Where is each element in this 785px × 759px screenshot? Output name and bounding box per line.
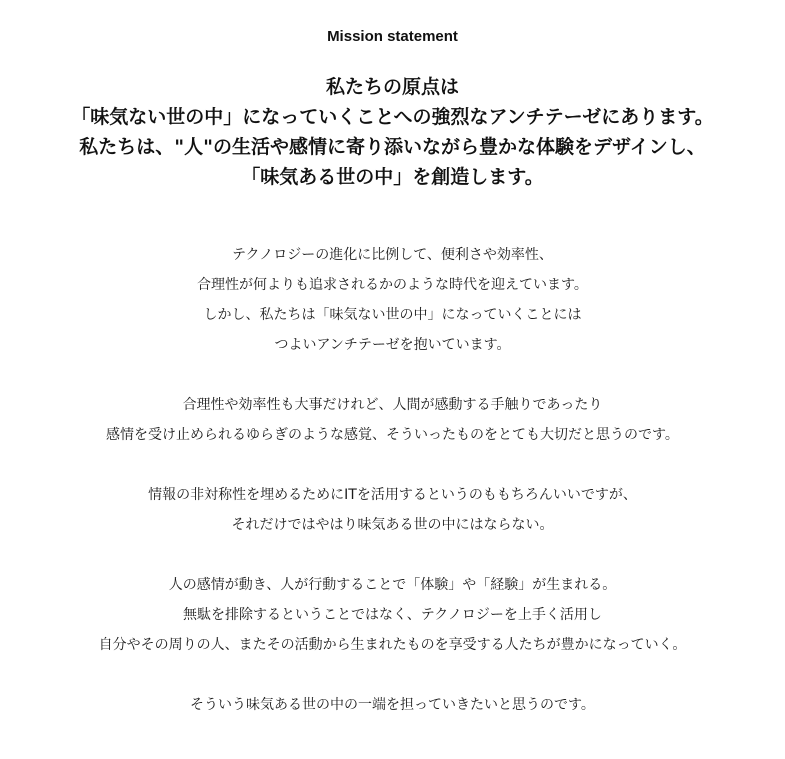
body-line: しかし、私たちは「味気ない世の中」になっていくことには bbox=[203, 307, 582, 323]
body-line: 合理性が何よりも追求されるかのような時代を迎えています。 bbox=[197, 277, 588, 293]
body-line: 自分やその周りの人、またその活動から生まれたものを享受する人たちが豊かになっていく。 bbox=[98, 637, 687, 653]
body-paragraph bbox=[0, 240, 785, 360]
body-paragraph bbox=[0, 690, 785, 720]
body-line: 人の感情が動き、人が行動することで「体験」や「経験」が生まれる。 bbox=[168, 577, 617, 593]
body-line: テクノロジーの進化に比例して、便利さや効率性、 bbox=[232, 247, 553, 263]
headline-line: 「味気ある世の中」を創造します。 bbox=[241, 166, 544, 188]
headline-line: 私たちの原点は bbox=[325, 76, 459, 98]
body-paragraph bbox=[0, 480, 785, 540]
body-line: 合理性や効率性も大事だけれど、人間が感動する手触りであったり bbox=[182, 397, 603, 413]
section-label: Mission statement bbox=[327, 28, 458, 45]
body-line: そういう味気ある世の中の一端を担っていきたいと思うのです。 bbox=[190, 697, 595, 713]
mission-headline bbox=[0, 72, 785, 192]
body-paragraph bbox=[0, 390, 785, 450]
body-line: 無駄を排除するということではなく、テクノロジーを上手く活用し bbox=[183, 607, 602, 623]
body-paragraph bbox=[0, 570, 785, 660]
body-line: 情報の非対称性を埋めるためにITを活用するというのももちろんいいですが、 bbox=[148, 487, 637, 503]
mission-body bbox=[0, 240, 785, 750]
body-line: 感情を受け止められるゆらぎのような感覚、そういったものをとても大切だと思うのです。 bbox=[106, 427, 679, 443]
body-line: それだけではやはり味気ある世の中にはならない。 bbox=[231, 517, 554, 533]
headline-line: 私たちは、"人"の生活や感情に寄り添いながら豊かな体験をデザインし、 bbox=[79, 136, 706, 158]
headline-line: 「味気ない世の中」になっていくことへの強烈なアンチテーゼにあります。 bbox=[71, 106, 714, 128]
body-line: つよいアンチテーゼを抱いています。 bbox=[274, 337, 511, 353]
